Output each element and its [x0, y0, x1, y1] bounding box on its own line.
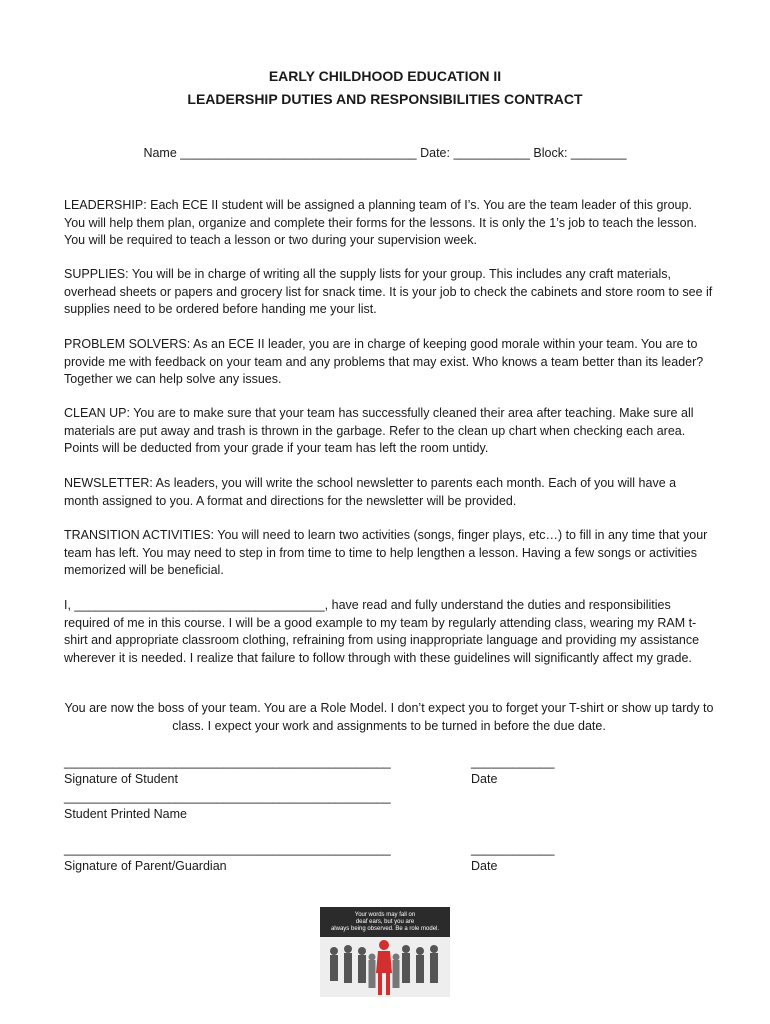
parent-date-line: ____________ [471, 842, 555, 856]
student-signature-line: _______________________________________________ [64, 755, 391, 769]
supplies-paragraph: SUPPLIES: You will be in charge of writing all the supply lists for your group. This includes any craft materials, overhead sheets or papers and grocery list for snack time. It is your job to check the cabinets and store room to see if supplies need to be ordered before handing me your list. [64, 267, 713, 316]
student-date-label: Date [471, 772, 498, 786]
problem-solvers-paragraph: PROBLEM SOLVERS: As an ECE II leader, you are in charge of keeping good morale within your team. You are to provide me with feedback on your team and any problems that may exist. Who knows a team better than its leader? Together we can help solve any issues. [64, 337, 704, 386]
document-title-line2: LEADERSHIP DUTIES AND RESPONSIBILITIES CONTRACT [187, 91, 583, 107]
student-date-line: ____________ [471, 755, 555, 769]
role-model-illustration [320, 907, 450, 997]
parent-signature-label: Signature of Parent/Guardian [64, 859, 227, 873]
svg-text:Your words may fall on: Your words may fall on [354, 912, 416, 918]
clean-up-paragraph: CLEAN UP: You are to make sure that your team has successfully cleaned their area after teaching. Make sure all materials are put away and trash is thrown in the garbage. Refer to the clean up chart when checking each area. Points will be deducted from your grade if your team has left the room untidy. [64, 406, 694, 455]
newsletter-paragraph: NEWSLETTER: As leaders, you will write the school newsletter to parents each month. Each of you will have a month assigned to you. A format and directions for the newsletter will be provided. [64, 476, 677, 508]
document-title-line1: EARLY CHILDHOOD EDUCATION II [268, 68, 502, 84]
parent-date-label: Date [471, 859, 498, 873]
parent-signature-line: _______________________________________________ [64, 842, 391, 856]
printed-name-line: _______________________________________________ [64, 790, 391, 804]
student-signature-label: Signature of Student [64, 772, 178, 786]
printed-name-label: Student Printed Name [64, 807, 187, 821]
role-model-poster [320, 907, 450, 997]
role-model-statement: You are now the boss of your team. You are a Role Model. I don’t expect you to forget your T-shirt or show up tardy to class. I expect your work and assignments to be turned in before the due date. [64, 701, 714, 733]
transition-activities-paragraph: TRANSITION ACTIVITIES: You will need to learn two activities (songs, finger plays, etc…) to fill in any time that your team has left. You may need to step in from time to time to help lengthen a lesson. Having a few songs or activities memorized will be beneficial. [64, 528, 708, 577]
svg-text:always being observed. Be a ro: always being observed. Be a role model. [330, 926, 440, 932]
leadership-paragraph: LEADERSHIP: Each ECE II student will be assigned a planning team of I’s. You are the team leader of this group. You will help them plan, organize and complete their forms for the lessons. It is only the 1’s job to teach the lesson. You will be required to teach a lesson or two during your supervision week. [64, 198, 697, 247]
agreement-paragraph: I, ____________________________________, have read and fully understand the duties and responsibilities required of me in this course. I will be a good example to my team by regularly attending class, wearing my RAM t-shirt and appropriate classroom clothing, refraining from using inappropriate language and providing my assistance wherever it is needed. I realize that failure to follow through with these guidelines will significantly affect my grade. [64, 598, 700, 665]
svg-text:deaf ears, but you are: deaf ears, but you are [355, 919, 415, 925]
name-date-block-line: Name __________________________________ Date: ___________ Block: ________ [143, 146, 627, 160]
